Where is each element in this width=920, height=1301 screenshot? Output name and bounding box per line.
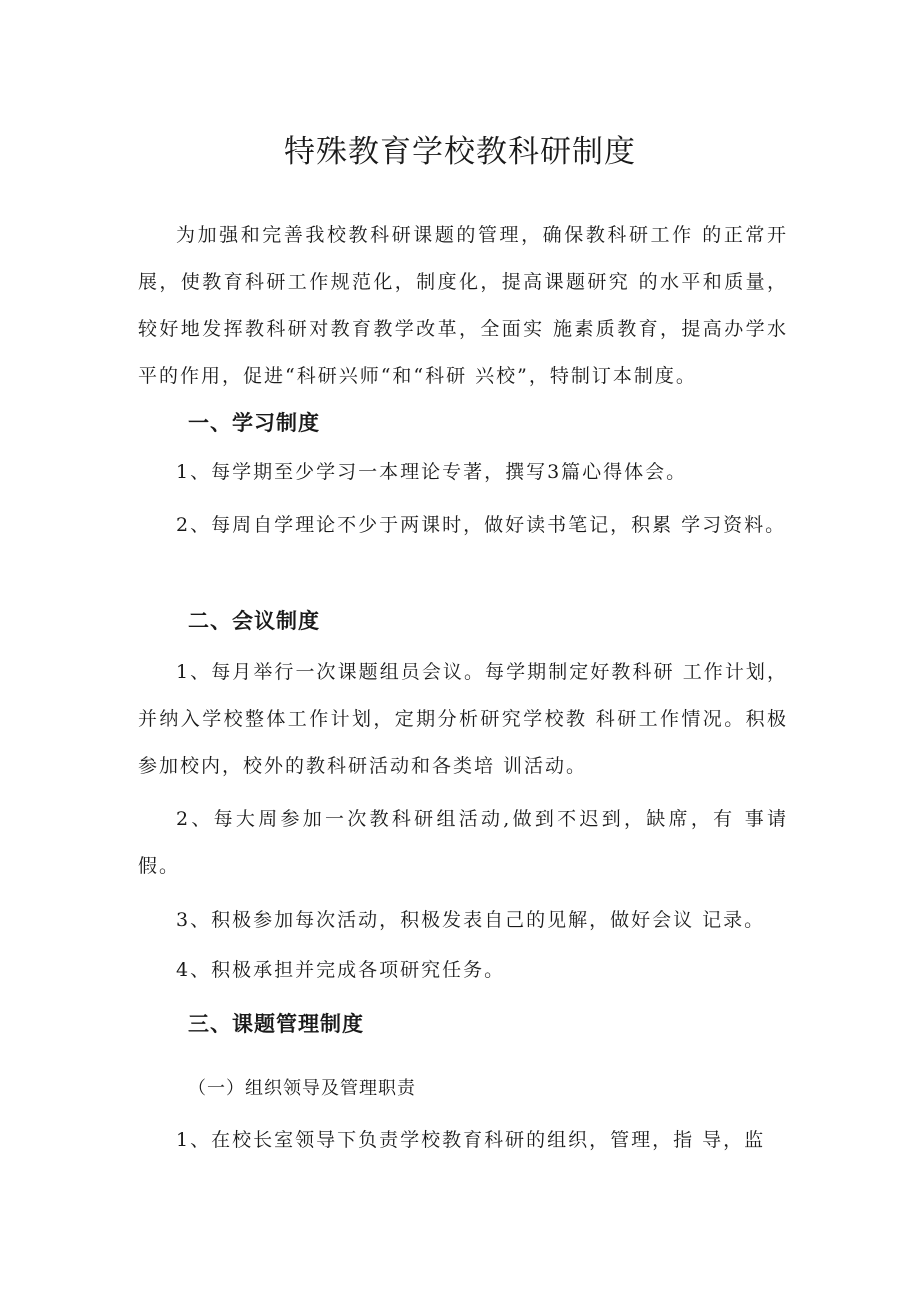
study-item-1: 1、每学期至少学习一本理论专著，撰写3篇心得体会。 bbox=[176, 461, 688, 483]
section-heading-project: 三、课题管理制度 bbox=[188, 1012, 364, 1036]
document-title: 特殊教育学校教科研制度 bbox=[284, 134, 636, 170]
meeting-item-1: 1、每月举行一次课题组员会议。每学期制定好教科研 工作计划，并纳入学校整体工作计划，定期分析研究学校教 科研工作情况。积极参加校内，校外的教科研活动和各类培 训活动。 bbox=[138, 661, 788, 777]
project-item-1: 1、在校长室领导下负责学校教育科研的组织，管理，指 导，监 bbox=[176, 1129, 766, 1151]
meeting-item-3: 3、积极参加每次活动，积极发表自己的见解，做好会议 记录。 bbox=[176, 909, 766, 931]
intro-paragraph: 为加强和完善我校教科研课题的管理，确保教科研工作 的正常开展，使教育科研工作规范化，制度化，提高课题研究 的水平和质量，较好地发挥教科研对教育教学改革，全面实 施素质教育，提高办学水平的作用，促进“科研兴师“和“科研 兴校”，特制订本制度。 bbox=[138, 224, 788, 387]
section-heading-study: 一、学习制度 bbox=[188, 411, 320, 435]
project-subheading: （一）组织领导及管理职责 bbox=[188, 1078, 416, 1099]
meeting-item-4: 4、积极承担并完成各项研究任务。 bbox=[176, 959, 506, 981]
section-heading-meeting: 二、会议制度 bbox=[188, 609, 320, 633]
meeting-item-2: 2、每大周参加一次教科研组活动,做到不迟到，缺席，有 事请假。 bbox=[138, 808, 788, 877]
study-item-2: 2、每周自学理论不少于两课时，做好读书笔记，积累 学习资料。 bbox=[176, 514, 787, 536]
